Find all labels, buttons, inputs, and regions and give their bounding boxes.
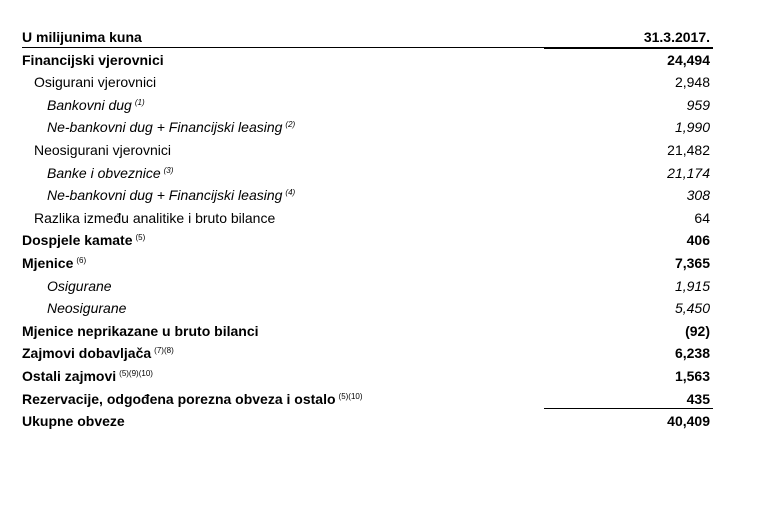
row-value: 64 bbox=[694, 209, 710, 226]
table-row bbox=[22, 71, 713, 94]
row-label bbox=[34, 71, 156, 94]
liabilities-table bbox=[22, 26, 713, 433]
row-label-text: Ukupne obveze bbox=[22, 413, 125, 430]
row-label-text: Neosigurani vjerovnici bbox=[34, 141, 171, 158]
footnote-ref: (7)(8) bbox=[154, 346, 174, 356]
table-row bbox=[22, 342, 713, 365]
row-label bbox=[47, 275, 112, 298]
row-label-text: Mjenice neprikazane u bruto bilanci bbox=[22, 322, 259, 339]
row-value: 406 bbox=[686, 232, 710, 249]
row-label bbox=[47, 116, 295, 139]
table-row bbox=[22, 410, 713, 433]
row-label bbox=[47, 184, 295, 207]
table-header-row bbox=[22, 26, 713, 49]
table-row bbox=[22, 365, 713, 388]
row-label-text: Mjenice bbox=[22, 254, 74, 271]
row-value: 24,494 bbox=[667, 51, 710, 68]
row-label-text: Osigurane bbox=[47, 277, 112, 294]
row-label-text: Osigurani vjerovnici bbox=[34, 74, 157, 91]
row-label-text: Bankovni dug bbox=[47, 96, 132, 113]
row-label-text: Rezervacije, odgođena porezna obveza i ostalo bbox=[22, 390, 336, 407]
table-row bbox=[22, 139, 713, 162]
row-label bbox=[22, 320, 259, 343]
row-value: 7,365 bbox=[674, 254, 710, 271]
subtotal-divider bbox=[544, 408, 713, 409]
table-row bbox=[22, 320, 713, 343]
row-value: 5,450 bbox=[674, 300, 710, 317]
row-label bbox=[22, 49, 164, 72]
row-label bbox=[22, 410, 125, 433]
row-label-text: Zajmovi dobavljača bbox=[22, 345, 152, 362]
row-label-text: Ne-bankovni dug + Financijski leasing bbox=[47, 119, 283, 136]
table-body bbox=[22, 49, 713, 433]
row-label bbox=[22, 252, 86, 275]
row-label-text: Dospjele kamate bbox=[22, 232, 133, 249]
row-value: 1,563 bbox=[674, 367, 710, 384]
row-label-text: Ne-bankovni dug + Financijski leasing bbox=[47, 187, 283, 204]
row-label bbox=[22, 365, 153, 388]
table-row bbox=[22, 297, 713, 320]
footnote-ref: (2) bbox=[285, 120, 296, 130]
row-label-text: Ostali zajmovi bbox=[22, 367, 117, 384]
table-row bbox=[22, 207, 713, 230]
header-date: 31.3.2017. bbox=[643, 29, 710, 45]
row-value: 6,238 bbox=[674, 345, 710, 362]
row-label bbox=[47, 162, 173, 185]
table-row bbox=[22, 229, 713, 252]
row-label bbox=[34, 207, 275, 230]
table-row bbox=[22, 49, 713, 72]
row-value: 40,409 bbox=[667, 413, 710, 430]
row-label bbox=[34, 139, 171, 162]
row-value: 1,915 bbox=[674, 277, 710, 294]
footnote-ref: (5) bbox=[135, 233, 146, 243]
row-label-text: Neosigurane bbox=[47, 300, 127, 317]
table-row bbox=[22, 116, 713, 139]
row-value: 2,948 bbox=[674, 74, 710, 91]
header-divider bbox=[22, 47, 544, 48]
row-value: 21,174 bbox=[667, 164, 710, 181]
footnote-ref: (3) bbox=[163, 165, 174, 175]
header-divider-value-column bbox=[544, 47, 713, 49]
row-value: 308 bbox=[686, 187, 710, 204]
row-value: 435 bbox=[686, 390, 710, 407]
row-value: 1,990 bbox=[674, 119, 710, 136]
row-label-text: Banke i obveznice bbox=[47, 164, 161, 181]
table-row bbox=[22, 184, 713, 207]
row-value: (92) bbox=[685, 322, 710, 339]
row-value: 21,482 bbox=[667, 141, 710, 158]
header-unit-label: U milijunima kuna bbox=[22, 29, 142, 45]
row-value: 959 bbox=[686, 96, 710, 113]
table-row bbox=[22, 275, 713, 298]
footnote-ref: (5)(9)(10) bbox=[119, 368, 153, 378]
table-row bbox=[22, 388, 713, 411]
footnote-ref: (6) bbox=[76, 255, 87, 265]
footnote-ref: (4) bbox=[285, 188, 296, 198]
row-label bbox=[22, 342, 174, 365]
row-label bbox=[47, 94, 145, 117]
table-row bbox=[22, 94, 713, 117]
footnote-ref: (1) bbox=[134, 97, 145, 107]
table-row bbox=[22, 162, 713, 185]
row-label-text: Financijski vjerovnici bbox=[22, 51, 164, 68]
footnote-ref: (5)(10) bbox=[338, 391, 363, 401]
row-label bbox=[22, 229, 145, 252]
row-label bbox=[47, 297, 126, 320]
row-label bbox=[22, 388, 363, 411]
table-row bbox=[22, 252, 713, 275]
row-label-text: Razlika između analitike i bruto bilance bbox=[34, 209, 276, 226]
